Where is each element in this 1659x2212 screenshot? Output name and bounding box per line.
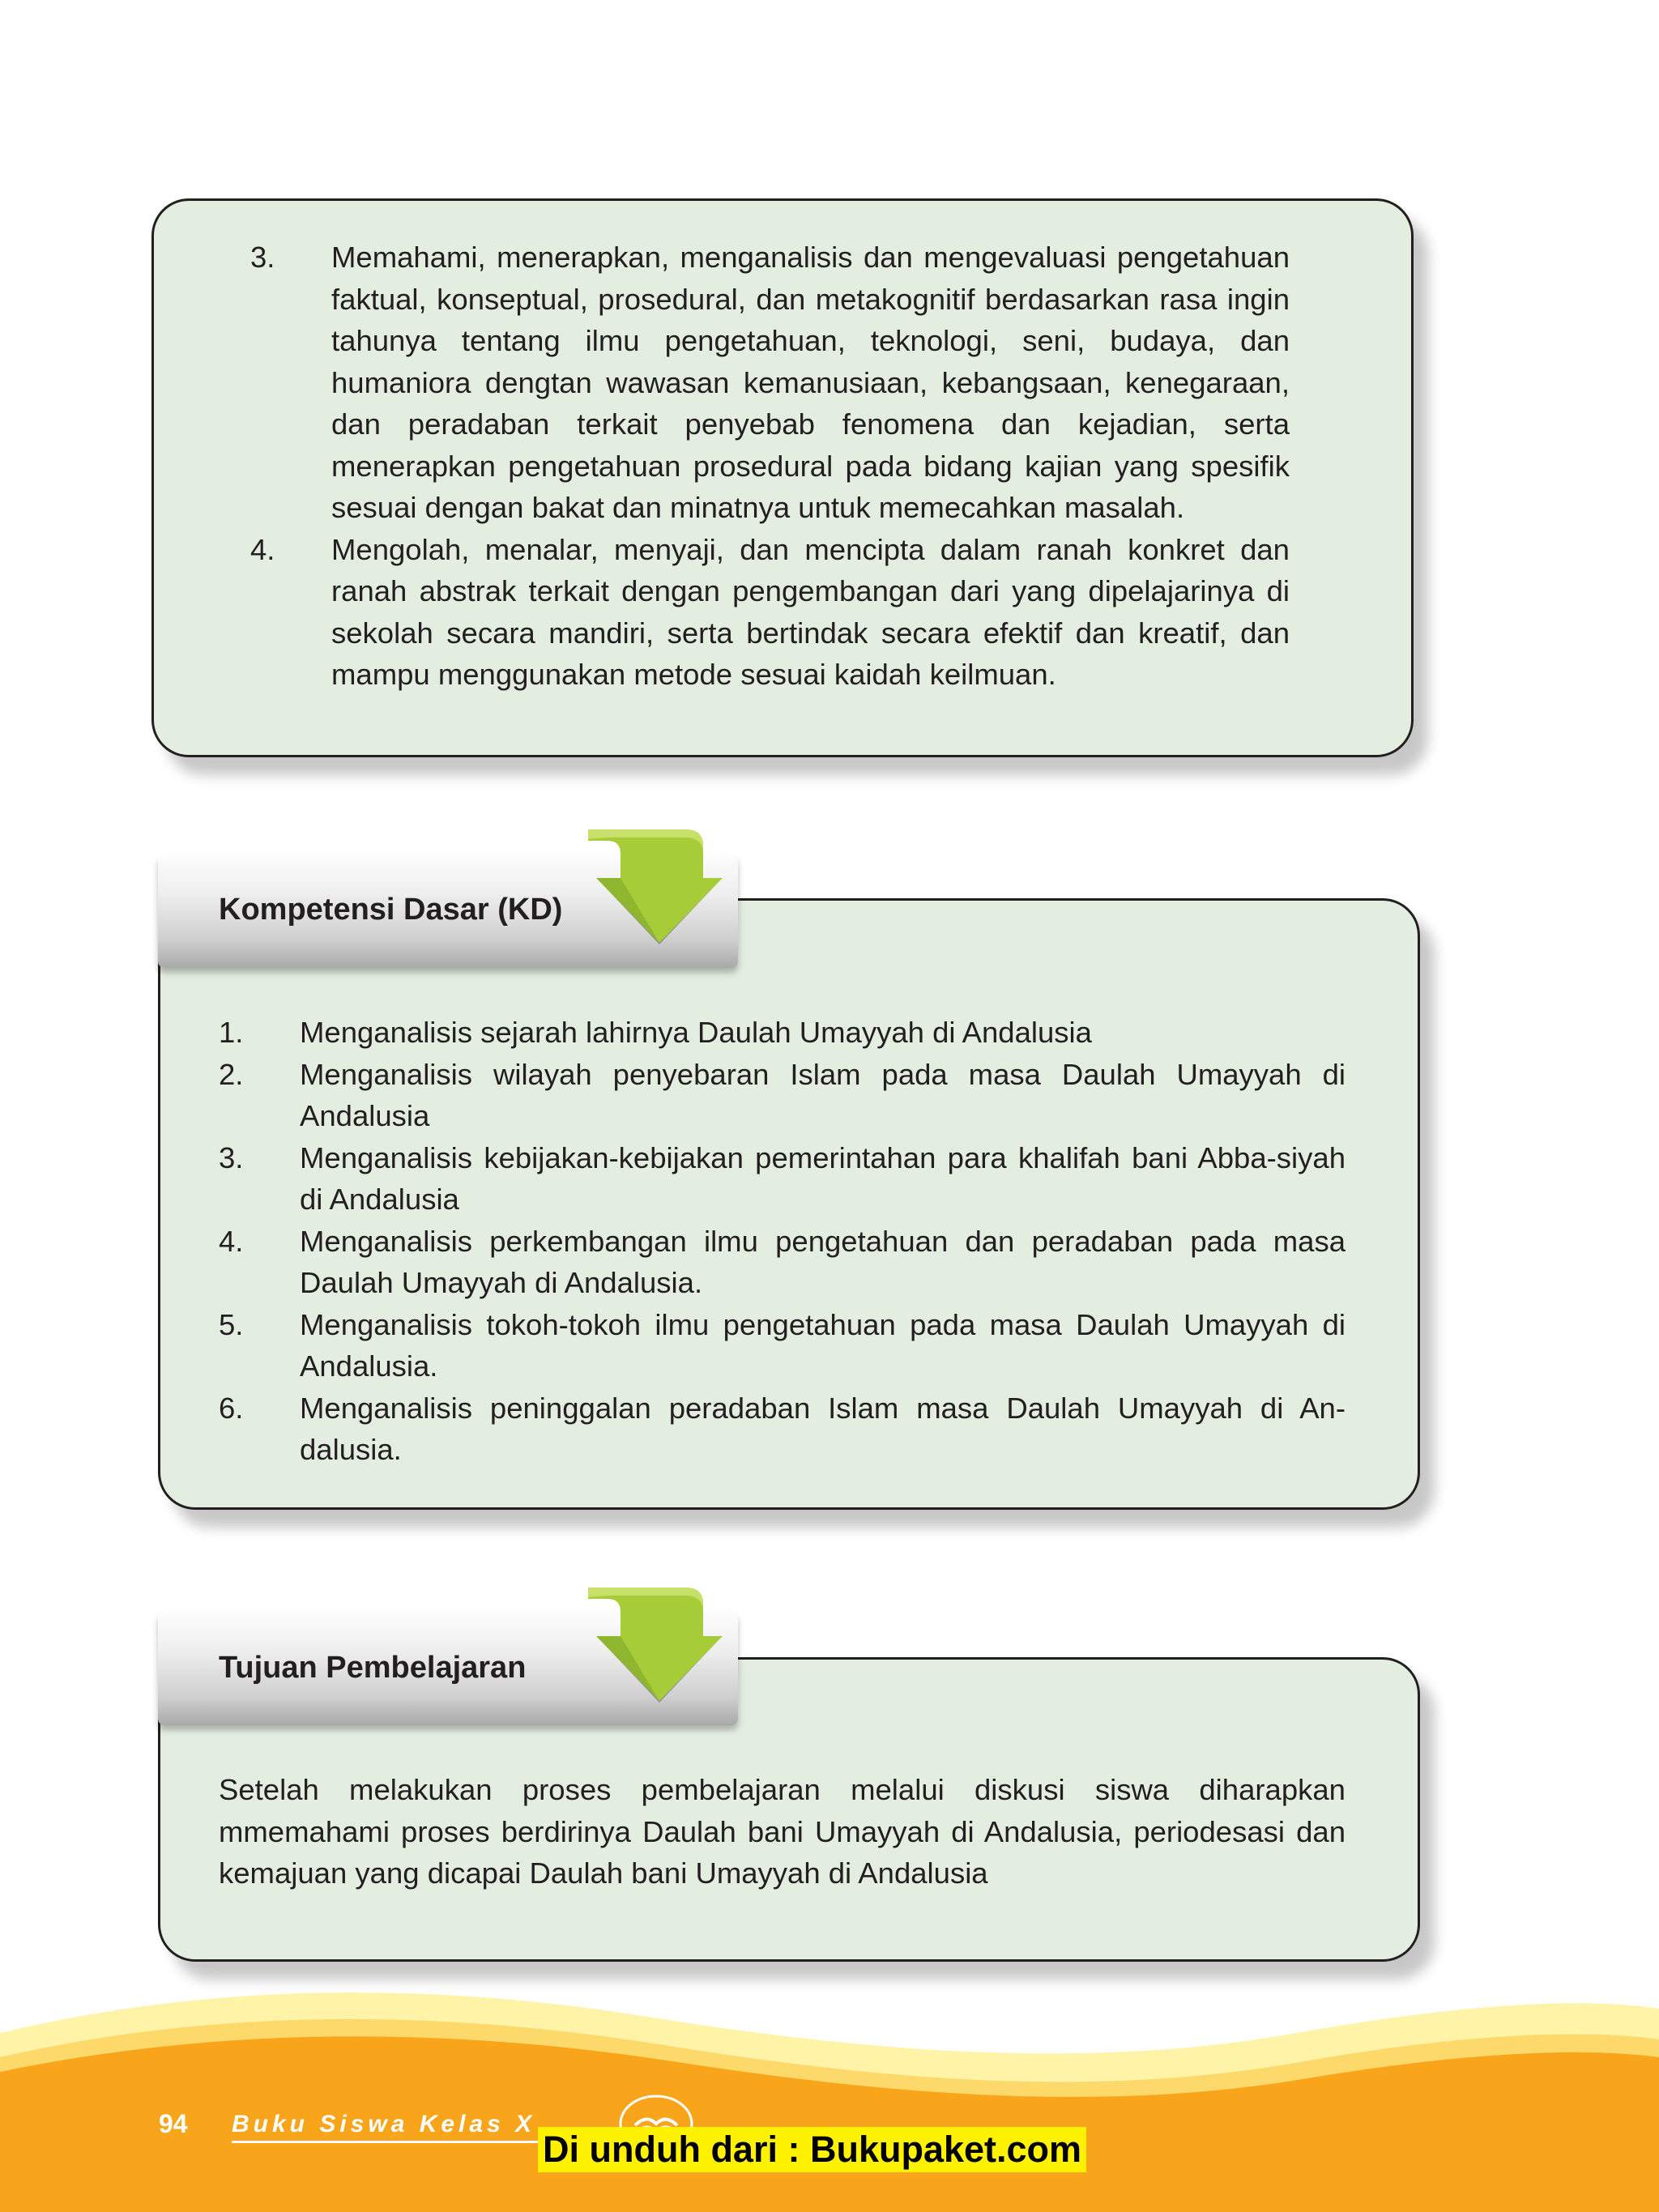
footer-wave: [0, 1976, 1659, 2212]
list-item-number: 1.: [219, 1016, 244, 1049]
download-source-banner: Di unduh dari : Bukupaket.com: [538, 2127, 1086, 2172]
section-title: Kompetensi Dasar (KD): [219, 893, 563, 927]
core-competency-list: [250, 237, 1290, 696]
page-number: 94: [159, 2109, 188, 2138]
list-item: [219, 1054, 1346, 1137]
down-arrow-icon: [588, 1588, 731, 1709]
list-item-number: 5.: [219, 1307, 244, 1341]
list-item-text: Menganalisis tokoh-tokoh ilmu pengetahuan pada masa Daulah Umayyah di Andalusia.: [300, 1307, 1346, 1383]
down-arrow-icon: [588, 829, 731, 951]
list-item: [219, 1012, 1346, 1054]
list-item-text: Menganalisis kebijakan-kebijakan pemerintahan para khalifah bani Abba-siyah di Andalusia: [300, 1140, 1346, 1216]
list-item: [250, 529, 1290, 696]
basic-competency-box: [158, 898, 1420, 1510]
list-item-text: Menganalisis wilayah penyebaran Islam pada masa Daulah Umayyah di Andalusia: [300, 1057, 1346, 1132]
list-item-text: Menganalisis sejarah lahirnya Daulah Umayyah di Andalusia: [300, 1016, 1092, 1049]
list-item: [219, 1387, 1346, 1471]
list-item: [219, 1137, 1346, 1221]
list-item: [219, 1304, 1346, 1387]
list-item-number: 6.: [219, 1391, 244, 1425]
list-item-text: Mengolah, menalar, menyaji, dan mencipta dalam ranah konkret dan ranah abstrak terkait dengan pengembangan dari yang dipelajarinya di sekolah secara mandiri, serta bertindak secara efektif dan kreatif, dan mampu menggunakan metode sesuai kaidah keilmuan.: [331, 532, 1290, 691]
list-item: [219, 1221, 1346, 1304]
book-title: Buku Siswa Kelas X: [232, 2111, 536, 2137]
list-item-number: 4.: [219, 1224, 244, 1258]
list-item-number: 3.: [250, 241, 275, 274]
section-title: Tujuan Pembelajaran: [219, 1651, 527, 1685]
list-item-text: Memahami, menerapkan, menganalisis dan mengevaluasi pengetahuan faktual, konseptual, prosedural, dan metakognitif berdasarkan rasa ingin tahunya tentang ilmu pengetahuan, teknologi, seni, budaya, dan humaniora dengtan wawasan kemanusiaan, kebangsaan, kenegaraan, dan peradaban terkait penyebab fenomena dan kejadian, serta menerapkan pengetahuan prosedural pada bidang kajian yang spesifik sesuai dengan bakat dan minatnya untuk memecahkan masalah.: [331, 241, 1290, 524]
list-item-number: 4.: [250, 532, 275, 566]
list-item-text: Menganalisis peninggalan peradaban Islam masa Daulah Umayyah di An-dalusia.: [300, 1391, 1346, 1466]
list-item-number: 2.: [219, 1057, 244, 1091]
learning-objectives-text: Setelah melakukan proses pembelajaran melalui diskusi siswa diharapkan mmemahami proses berdirinya Daulah bani Umayyah di Andalusia, periodesasi dan kemajuan yang dicapai Daulah bani Umayyah di Andalusia: [219, 1773, 1346, 1890]
list-item: [250, 237, 1290, 529]
list-item-number: 3.: [219, 1140, 244, 1174]
list-item-text: Menganalisis perkembangan ilmu pengetahuan dan peradaban pada masa Daulah Umayyah di Andalusia.: [300, 1224, 1346, 1299]
book-title-underline: [232, 2141, 548, 2143]
basic-competency-list: [219, 1012, 1346, 1471]
core-competency-box: [151, 198, 1414, 757]
